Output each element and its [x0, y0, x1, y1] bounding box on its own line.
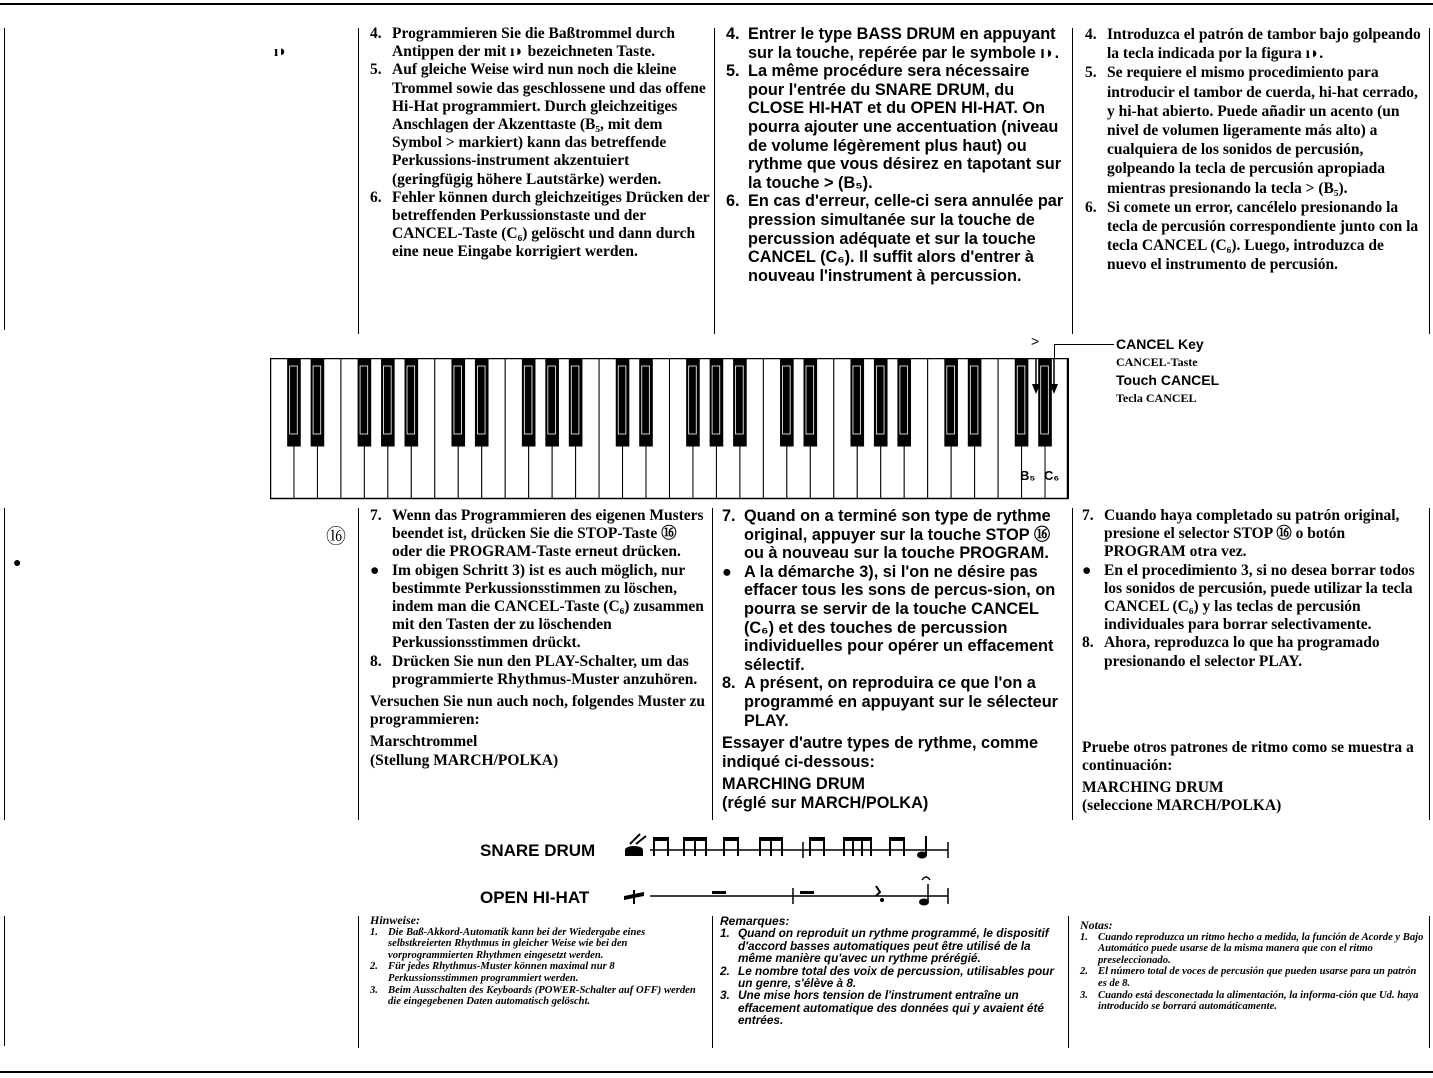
- item-text: Wenn das Programmieren des eigenen Musters beendet ist, drücken Sie die STOP-Taste ⑯ oder die PROGRAM-Taste erneut drücken.: [392, 507, 704, 561]
- notes-french: [720, 915, 1062, 1027]
- item-text: Ahora, reproduzca lo que ha programado presionando el selector PLAY.: [1104, 634, 1380, 670]
- keyboard-diagram: [270, 358, 1070, 500]
- divider-right-notes: [1429, 916, 1430, 1048]
- black-key: [287, 359, 301, 447]
- item-number: 7.: [722, 507, 736, 525]
- divider-fr-es-mid: [712, 508, 713, 820]
- pattern-setting: (Stellung MARCH/POLKA): [370, 751, 559, 769]
- item-bullet: ●: [370, 561, 380, 579]
- black-key: [804, 359, 818, 447]
- rhythm-notation: [620, 830, 960, 910]
- black-key: [944, 359, 958, 447]
- list-item: [1085, 63, 1425, 197]
- item-number: 5.: [726, 62, 740, 81]
- black-key: [968, 359, 982, 447]
- black-key: [850, 359, 864, 447]
- notes-heading: Notas:: [1080, 918, 1113, 932]
- divider-left-mid: [4, 508, 5, 820]
- item-number: 7.: [370, 507, 382, 524]
- list-item: [720, 965, 1062, 990]
- item-number: 6.: [726, 192, 740, 211]
- black-key: [311, 359, 325, 447]
- list-item: [1082, 507, 1426, 562]
- try-text: Pruebe otros patrones de ritmo como se muestra a continuación:: [1082, 738, 1414, 775]
- divider-right-top: [1429, 28, 1430, 334]
- list-item: [1080, 966, 1424, 989]
- list-item: [370, 25, 710, 61]
- item-text: Entrer le type BASS DRUM en appuyant sur la touche, repérée par le symbole ı◗.: [748, 25, 1060, 62]
- item-number: 8.: [1082, 634, 1094, 652]
- black-key: [639, 359, 653, 447]
- black-key: [522, 359, 536, 447]
- black-key: [710, 359, 724, 447]
- item-text: El número total de voces de percusión que pueden usarse para un patrón es de 8.: [1098, 966, 1417, 989]
- list-item: [1080, 990, 1424, 1013]
- list-item: [370, 927, 706, 962]
- item-text: A présent, on reproduira ce que l'on a programmé en appuyant sur le sélecteur PLAY.: [744, 674, 1058, 730]
- list-item: [1082, 634, 1426, 670]
- divider-es-right-mid: [1072, 508, 1073, 820]
- black-key: [381, 359, 395, 447]
- try-text: Essayer d'autre types de rythme, comme indiqué ci-dessous:: [722, 734, 1039, 771]
- black-key: [358, 359, 372, 447]
- black-key: [780, 359, 794, 447]
- item-text: En cas d'erreur, celle-ci sera annulée par pression simultanée sur la touche de percussion adéquate et sur la touche CANCEL (C₆). Il suffit alors d'entrer à nouveau l'instrument à percussion.: [748, 192, 1064, 285]
- list-item: [1085, 198, 1425, 275]
- item-text: Die Baß-Akkord-Automatik kann bei der Wiedergabe eines selbstkreierten Rhythmus in gleicher Weise wie bei den vorprogrammierten Rhythmen eingesetzt werden.: [388, 926, 646, 961]
- note-beam: [843, 837, 872, 841]
- stop-number-symbol: ⑯: [326, 526, 346, 548]
- black-key: [405, 359, 419, 447]
- cancel-label-fr: Touch CANCEL: [1116, 372, 1220, 388]
- note-beam: [889, 837, 905, 841]
- item-text: Programmieren Sie die Baßtrommel durch Antippen der mit ı◗ bezeichneten Taste.: [392, 25, 675, 61]
- item-text: Cuando reproduzca un ritmo hecho a medida, la función de Acorde y Bajo Automático puede usarse de la misma manera que con el ritmo preseleccionado.: [1098, 931, 1424, 966]
- item-text: Cuando haya completado su patrón original, presione el selector STOP ⑯ o botón PROGRAM otra vez.: [1104, 507, 1400, 561]
- list-item: [1085, 25, 1425, 63]
- cancel-label-de: CANCEL-Taste: [1116, 355, 1198, 369]
- black-key: [475, 359, 489, 447]
- black-key: [569, 359, 583, 447]
- item-number: 2.: [370, 961, 378, 973]
- notes-german: [370, 915, 706, 1008]
- cancel-pointer-v: [1054, 344, 1055, 358]
- item-text: Se requiere el mismo procedimiento para introducir el tambor de cuerda, hi-hat cerrado, y hi-hat abierto. Puede añadir un acento (un nivel de volumen ligeramente más alto) a cualquiera de los sonidos de percusión, golpeando la tecla de percusión apropiada mientras presionando la tecla > (B₅).: [1107, 64, 1418, 197]
- mid-column-german: [370, 507, 708, 770]
- list-item: [720, 927, 1062, 964]
- list-item: [722, 674, 1066, 730]
- hihat-icon: [624, 890, 644, 904]
- list-item: [1082, 562, 1426, 635]
- item-text: Quand on reproduit un rythme programmé, le dispositif d'accord basses automatiques peut être utilisé de la même manière qu'avec un rythme prérégié.: [738, 926, 1049, 966]
- cancel-pointer-h: [1054, 344, 1114, 345]
- item-number: 8.: [370, 652, 382, 670]
- list-item: [370, 961, 706, 984]
- item-number: 4.: [370, 25, 382, 42]
- notes-heading: Hinweise:: [370, 913, 420, 927]
- snare-drum-label: SNARE DRUM: [480, 841, 596, 860]
- item-number: 8.: [722, 674, 736, 693]
- item-text: Le nombre total des voix de percussion, utilisables pour un genre, s'élève à 8.: [738, 963, 1054, 991]
- keyboard-keys: [271, 359, 1069, 499]
- list-item: [720, 989, 1062, 1026]
- item-number: 1.: [1080, 931, 1088, 943]
- divider-es-right-top: [1072, 28, 1073, 334]
- item-text: Drücken Sie nun den PLAY-Schalter, um das programmierte Rhythmus-Muster anzuhören.: [392, 652, 698, 688]
- pattern-name: Marschtrommel: [370, 733, 478, 751]
- margin-bullet: ●: [13, 556, 22, 571]
- list-item: [370, 189, 710, 262]
- snare-notes: [653, 836, 927, 859]
- item-number: 3.: [1080, 989, 1088, 1001]
- black-key: [1038, 359, 1052, 447]
- list-item: [370, 985, 706, 1008]
- item-number: 6.: [1085, 198, 1097, 216]
- item-bullet: ●: [722, 562, 732, 581]
- list-item: [726, 25, 1068, 62]
- notes-heading: Remarques:: [720, 914, 790, 928]
- black-key: [545, 359, 559, 447]
- item-text: A la démarche 3), si l'on ne désire pas effacer tous les sons de percus-sion, on pourra se servir de la touche CANCEL (C₆) et des touches de percussion individuelles pour opérer un effacement sélectif.: [744, 562, 1056, 674]
- divider-de-fr-top: [358, 28, 359, 334]
- item-text: Une mise hors tension de l'instrument entraîne un effacement automatique des données qui y avaient été entrées.: [738, 988, 1044, 1028]
- item-number: 1.: [370, 926, 378, 938]
- item-bullet: ●: [1082, 561, 1092, 579]
- pattern-name: MARCHING DRUM: [722, 775, 865, 794]
- divider-de-fr-notes: [358, 916, 359, 1048]
- note-beam: [723, 837, 739, 841]
- item-number: 3.: [370, 984, 378, 996]
- divider-left-notes: [4, 916, 5, 1046]
- item-text: Quand on a terminé son type de rythme original, appuyer sur la touche STOP ⑯ ou à nouveau sur la touche PROGRAM.: [744, 507, 1051, 563]
- notes-spanish: [1080, 920, 1424, 1013]
- black-key: [874, 359, 888, 447]
- list-item: [370, 507, 708, 562]
- divider-left-top: [4, 28, 5, 330]
- item-text: Introduzca el patrón de tambor bajo golpeando la tecla indicada por la figura ı◗.: [1107, 26, 1421, 63]
- bottom-border: [0, 1071, 1433, 1073]
- top-column-german: [370, 25, 710, 262]
- cancel-label-es: Tecla CANCEL: [1116, 391, 1197, 405]
- item-text: Für jedes Rhythmus-Muster können maximal nur 8 Perkussionsstimmen programmiert werden.: [388, 961, 615, 984]
- item-text: En el procedimiento 3, si no desea borrar todos los sonidos de percusión, puede utilizar la tecla CANCEL (C₆) y las teclas de percusión individuales para borrar selectivamente.: [1104, 561, 1415, 634]
- cancel-label-en: CANCEL Key: [1116, 336, 1204, 352]
- black-key: [451, 359, 465, 447]
- top-border: [0, 3, 1433, 5]
- item-number: 2.: [720, 963, 730, 978]
- black-key: [733, 359, 747, 447]
- accent-mark: >: [1031, 333, 1040, 349]
- note-head: [917, 852, 927, 859]
- item-number: 1.: [720, 926, 730, 941]
- list-item: [370, 61, 710, 188]
- item-number: 7.: [1082, 507, 1094, 524]
- list-item: [370, 653, 708, 689]
- item-text: La même procédure sera nécessaire pour l'entrée du SNARE DRUM, du CLOSE HI-HAT et du OPEN HI-HAT. On pourra ajouter une accentuation (niveau de volume légèrement plus haut) ou rythme que vous désirez en tapotant sur la touche > (B₅).: [748, 62, 1062, 192]
- list-item: [726, 62, 1068, 192]
- b5-key-label: B₅: [1020, 468, 1036, 483]
- item-text: Auf gleiche Weise wird nun noch die kleine Trommel sowie das geschlossene und das offene Hi-Hat programmiert. Durch gleichzeitiges Anschlagen der Akzenttaste (B₅, mit dem Symbol > markiert) kann das betreffende Perkussions-instrument akzentuiert (geringfügig höhere Lautstärke) werden.: [392, 61, 706, 188]
- pattern-name: MARCHING DRUM: [1082, 779, 1224, 797]
- pattern-setting: (réglé sur MARCH/POLKA): [722, 793, 929, 812]
- list-item: [722, 563, 1066, 675]
- divider-es-right-notes: [1068, 916, 1069, 1048]
- divider-de-fr-mid: [358, 508, 359, 820]
- cancel-key-labels: [1116, 335, 1219, 407]
- bass-drum-symbol: ı◗: [274, 44, 288, 60]
- list-item: [726, 192, 1068, 285]
- black-key: [616, 359, 630, 447]
- black-key: [897, 359, 911, 447]
- item-text: Si comete un error, cancélelo presionando la tecla de percusión correspondiente junto con la tecla CANCEL (C₆). Luego, introduzca de nuevo el instrumento de percusión.: [1107, 198, 1419, 274]
- snare-drum-icon: [625, 834, 646, 856]
- item-number: 4.: [726, 25, 740, 43]
- top-column-french: [726, 25, 1068, 285]
- item-text: Beim Ausschalten des Keyboards (POWER-Schalter auf OFF) werden die eingegebenen Daten automatisch gelöscht.: [388, 984, 696, 1008]
- mid-column-french: [722, 507, 1066, 813]
- note-beam: [809, 837, 825, 841]
- item-number: 6.: [370, 188, 382, 206]
- item-number: 5.: [370, 61, 382, 79]
- try-text: Versuchen Sie nun auch noch, folgendes Muster zu programmieren:: [370, 693, 706, 729]
- list-item: [1080, 932, 1424, 967]
- item-text: Cuando está desconectada la alimentación, la informa-ción que Ud. haya introducido se borrará automáticamente.: [1098, 989, 1419, 1013]
- black-key: [1015, 359, 1029, 447]
- divider-fr-es-top: [714, 28, 715, 334]
- divider-fr-es-notes: [712, 916, 713, 1048]
- c6-key-label: C₆: [1044, 468, 1060, 483]
- item-number: 3.: [720, 988, 730, 1003]
- top-column-spanish: [1085, 25, 1425, 275]
- item-text: Im obigen Schritt 3) ist es auch möglich, nur bestimmte Perkussionsstimmen zu löschen, indem man die CANCEL-Taste (C₆) zusammen mit den Tasten der zu löschenden Perkussionsstimmen drückt.: [392, 561, 704, 652]
- item-text: Fehler können durch gleichzeitiges Drücken der betreffenden Perkussionstaste und der CANCEL-Taste (C₆) gelöscht und dann durch eine neue Eingabe korrigiert werden.: [392, 188, 710, 261]
- note-beam: [653, 837, 669, 841]
- divider-right-mid: [1429, 508, 1430, 820]
- open-hihat-label: OPEN HI-HAT: [480, 888, 590, 907]
- black-key: [686, 359, 700, 447]
- note-beam: [683, 837, 707, 841]
- mid-column-spanish: [1082, 507, 1426, 816]
- list-item: [722, 507, 1066, 563]
- item-number: 2.: [1080, 966, 1088, 978]
- item-number: 4.: [1085, 26, 1097, 43]
- item-number: 5.: [1085, 64, 1097, 82]
- list-item: [370, 562, 708, 653]
- note-beam: [759, 837, 783, 841]
- pattern-setting: (seleccione MARCH/POLKA): [1082, 797, 1282, 815]
